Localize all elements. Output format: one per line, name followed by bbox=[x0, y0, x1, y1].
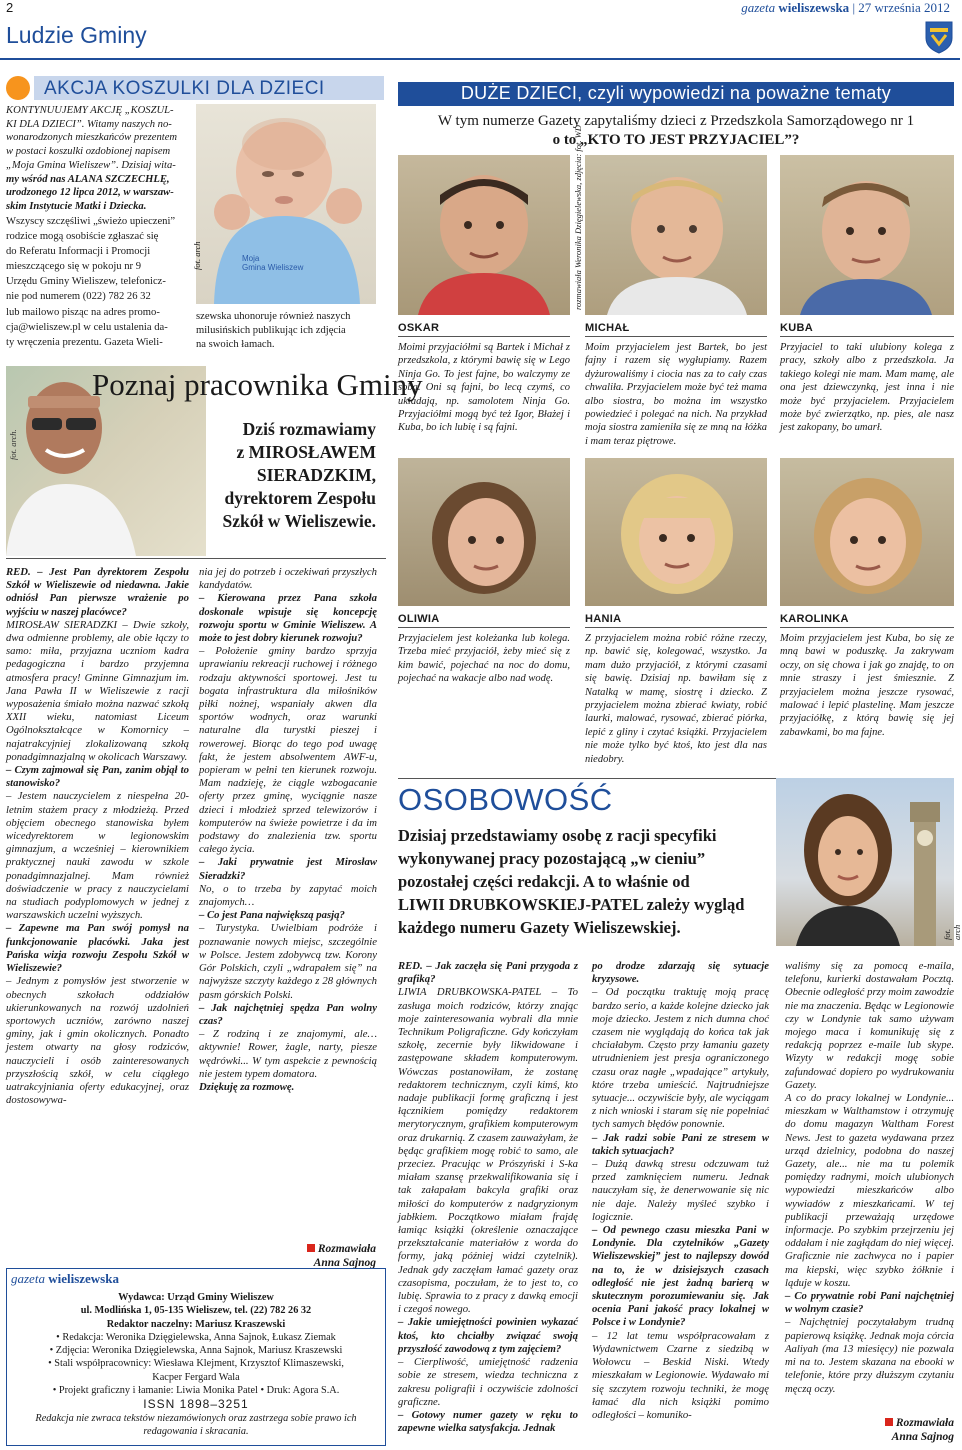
kid-photo-oliwia bbox=[398, 458, 570, 606]
red-square-icon bbox=[307, 1244, 315, 1252]
interview-signature: Rozmawiała Anna Sajnog bbox=[240, 1242, 376, 1270]
duze-dzieci-subtitle: W tym numerze Gazety zapytaliśmy dzieci z Przedszkola Samorządowego nr 1 o to „KTO TO JEST PRZYJACIEL”? bbox=[437, 113, 915, 148]
kid-name: MICHAŁ bbox=[585, 322, 767, 337]
osobowosc-p: – Jakie umiejętności powinien wykazać ktoś, kto chciałby związać swoją przyszłość zawodową z tym zajęciem? bbox=[398, 1316, 578, 1355]
osobowosc-p: – Najchętniej poczytałabym trudną papierową książkę. Jednak moja córcia Aaliyah (ma 13 miesięcy) nie pozwala mi na to. Jestem skazana na ebooki w telefonie, które przy dłuższym czytaniu męczą oczy. bbox=[785, 1316, 954, 1395]
akcja-title: AKCJA KOSZULKI DLA DZIECI bbox=[44, 78, 325, 99]
kid-name: OLIWIA bbox=[398, 613, 570, 628]
osobowosc-col-2 bbox=[592, 960, 769, 1446]
osobowosc-p: – Cierpliwość, umiejętność radzenia sobie ze stresem, wiedza techniczna z zakresu poligrafii i oczywiście zdolności graficzne. bbox=[398, 1356, 578, 1408]
interview-p: – Położenie gminy bardzo sprzyja uprawianiu rekreacji ruchowej i różnego rodzaju aktywności sportowej. Jest tu bogata infrastruktura dla miłośników piłki nożnej, wspaniały akwen dla sportów wodnych, oraz warunki naturalne dla turystki pieszej i rowerowej. Biorąc do tego pod uwagę fakt, że jestem absolwentem AWF-u, popieram w pełni ten kierunek rozwoju. Mam nadzieję, że ciągle wzbogacanie oferty przez gminę, wyciągnie nasze dzieci i młodzież sprzed telewizorów i komputerów na świeże powietrze i da im podstawy do znalezienia tzw. sportu całego życia. bbox=[199, 645, 377, 856]
interview-p: – Turystyka. Uwielbiam podróże i poznawanie nowych miejsc, szczególnie w Polsce. Jestem zdobywcą tzw. Korony Gór Polskich, czyli „wdrapałem się” na najwyższe szczyty każdego z 28 głównych pasm górskich Polski. bbox=[199, 922, 377, 1001]
interview-col-1 bbox=[6, 566, 189, 1264]
osobowosc-p: – Od pewnego czasu mieszka Pani w Londynie. Dla czytelników „Gazety Wieliszewskiej” jest to najlepszy dowód na to, że w dzisiejszych czasach odległość nie jest żadną barierą w skutecznym porozumiewaniu się. Jak ocenia Pani jakość pracy lokalnej w Polsce i w Londynie? bbox=[592, 1224, 769, 1329]
page-number: 2 bbox=[6, 0, 14, 15]
osobowosc-p: – Jak radzi sobie Pani ze stresem w takich sytuacjach? bbox=[592, 1131, 769, 1157]
kid-name: OSKAR bbox=[398, 322, 570, 337]
kid-answer: Przyjacielem jest koleżanka lub kolega. Trzeba mieć przyjaciół, żeby mieć się z kim bawić, pojechać na noc do domu, pojechać na wakacje albo nad wodę. bbox=[398, 633, 570, 685]
masthead-name: wieliszewska bbox=[778, 0, 850, 15]
poznaj-title: Poznaj pracownika Gminy bbox=[92, 367, 423, 402]
osobowosc-p: – 12 lat temu współpracowałam z Wydawnictwem Czarne z siedzibą w Wołowcu – Beskid Niski. Wtedy mieszkałam w Legionowie. Wydawało mi się szczytem rozwoju techniki, że mogę łamać dla nich książki pomimo odległości – komuniko- bbox=[592, 1329, 769, 1421]
impressum-box bbox=[6, 1268, 386, 1446]
interview-p: – Jaki prywatnie jest Mirosław Sieradzki? bbox=[199, 856, 377, 882]
interview-p: MIROSŁAW SIERADZKI – Dwie szkoły, dwa odmienne problemy, ale obie łączy to samo: miła, przyjazna uczniom kadra pedagogiczna i bardzo przyjemna atmosfera pracy! Gminne Gimnazjum im. Jana Pawła II w Wieliszewie z racji wyposażenia śmiało można nazwać szkołą XXII wieku, natomiast Liceum Ogólnokształcące w Komornicy – najatrakcyjniej zlokalizowaną szkołą ponadgimnazjalną w okolicach Warszawy. bbox=[6, 618, 189, 763]
section-title: Ludzie Gminy bbox=[6, 22, 147, 48]
kid-card-hania bbox=[585, 613, 767, 766]
osobowosc-p: – Gotowy numer gazety w ręku to zapewne wielka satysfakcja. Jednak bbox=[398, 1408, 578, 1435]
osobowosc-col-1 bbox=[398, 960, 578, 1446]
kid-answer: Moim przyjacielem jest Bartek, bo jest fajny i razem się wygłupiamy. Razem dyżurowaliśmy i ciocia nas za to cały czas chwaliła. Przyjacielem może być też mama albo siostra, bo można im wszystko powiedzieć i polegać na nich. Na przykład moja siostra zamieniła się ze mną na łóżka i mam teraz piętrowe. bbox=[585, 342, 767, 447]
osobowosc-lead: Dzisiaj przedstawiamy osobę z racji specyfiki wykonywanej pracy pozostającą „w cieniu” pozostałej części redakcji. A to właśnie od LIWII DRUBKOWSKIEJ-PATEL zależy wygląd każdego numeru Gazety Wieliszewskiej. bbox=[398, 826, 745, 937]
header-rule bbox=[0, 58, 960, 60]
interview-p: – Jednym z pomysłów jest stworzenie w obecnych szkołach oddziałów ukierunkowanych na rozwój uzdolnień sportowych uczniów, zarówno naszej gminy, jak i gmin okolicznych. Ponadto jestem otwarty na głosy rodziców, nauczycieli i osób zainteresowanych przyszłością szkół, w celu ciągłego uatrakcyjniania oferty edukacyjnej, oraz dostosowywa- bbox=[6, 975, 189, 1107]
interview-p: – Co jest Pana największą pasją? bbox=[199, 909, 345, 922]
osobowosc-p: LIWIA DRUBKOWSKA-PATEL – To zasługa moich rodziców, którzy znając moje zainteresowania wybrali dla mnie Technikum Poligraficzne. Gdy kończyłam szkołę, zecernie były likwidowane i zastępowane składem komputerowym. Wówczas postanowiłam, że zostanę redaktorem technicznym, czyli kimś, kto nadaje publikacji formę graficzną i jest łącznikiem pomiędzy redaktorem merytorycznym, grafikiem komputerowym oraz drukarnią. Z czasem zauważyłam, że będąc grafikiem mogę robić to samo, ale przeciez. Pracując w Prószyński i S-ka miałam szansę przekwalifikowania się i tak załapałam bakcyla grafiki oraz miłości do komputerów z nadgryzionym jabłkiem. Początkowo miałam frajdę łamiąc książki (określenie oznaczające przekształcanie materiałów z worda do formy, jaką później widzi czytelnik). Jednak gdy zaczęłam łamać gazety oraz czasopisma, poczułam, że to jest to, co lubię. Sprawia to z pracy z dawką emocji i czegoś nowego. bbox=[398, 986, 578, 1316]
kid-photo-kuba bbox=[780, 155, 954, 315]
interview-p: – Kierowana przez Pana szkoła doskonale wpisuje się koncepcję rozwoju sportu w Gminie Wieliszew. A może to jest dobry kierunek rozwoju? bbox=[199, 592, 377, 645]
akcja-continuation: szewska uhonoruje również naszych milusińskich publikując ich zdjęcia na swoich łamach. bbox=[196, 311, 351, 350]
interview-p: – Zapewne ma Pan swój pomysł na funkcjonowanie placówki. Jaka jest Pańska wizja rozwoju Zespołu Szkół w Wieliszewie? bbox=[6, 922, 189, 975]
kid-card-oskar bbox=[398, 322, 570, 435]
kid-photo-karolinka bbox=[780, 458, 954, 606]
osobowosc-p: – Od początku traktuję moją pracę bardzo serio, a każde kolejne dziecko jak moje dziecko. Jestem z nich dumna choć czasem nie wyglądają do końca tak jak chciałabym. Często przy łamaniu gazety utrudnieniem jest presja ograniczonego czasu oraz nagłe „wpadające” artykuły, które trzeba umieścić. Najtrudniejsze sytuacje... oczywiście były, ale wyciągam z nich wnioski i staram się nie popełniać tych samych błędów ponownie. bbox=[592, 986, 769, 1131]
interview-p: No, o to trzeba by zapytać moich znajomych… bbox=[199, 882, 377, 909]
interview-p: RED. – Jest Pan dyrektorem Zespołu Szkół w Wieliszewie od niedawna. Jakie odniósł Pan pierwsze wrażenie po wyjściu w naszej placówce? bbox=[6, 566, 189, 618]
kid-answer: Przyjaciel to taki ulubiony kolega z pracy, szkoły albo z przedszkola. Ja takiego kolegi nie mam. Mam mamę, ale ona jest dziewczynką, jest inna i nie może być przyjacielem. Przyjacielem może być zwierzątko, np. pies, ale nasz jest zakopany, bo umarł. bbox=[780, 342, 954, 434]
osobowosc-p: waliśmy się za pomocą e-maila, telefonu, kurierki dostawałam Pocztą. Obecnie odległość przy moim zawodzie nie ma znaczenia. Będąc w Legionowie czy w Londynie tak samo używam mojego maca i komunikuję się z redakcją poprzez e-maile lub skype. Wizyty w redakcji mogę sobie zafundować dopiero po wydrukowaniu Gazety. bbox=[785, 960, 954, 1091]
header-masthead bbox=[741, 0, 950, 16]
liwia-photo bbox=[776, 778, 954, 946]
kid-card-kuba bbox=[780, 322, 954, 435]
kids-photo-credit: rozmawiała Weronika Dzięgielewska, zdjęcia: fot. WD bbox=[573, 125, 583, 310]
kid-card-oliwia bbox=[398, 613, 570, 686]
kid-name: HANIA bbox=[585, 613, 767, 628]
osobowosc-title: OSOBOWOŚĆ bbox=[398, 782, 613, 817]
osobowosc-p: A co do pracy lokalnej w Londynie... mieszkam w Walthamstow i otrzymuję do domu magazyn Waltham Forest News. Jest to gazeta wydawana przez urząd dzielnicy, podobna do naszej Gazety, ale... nie ma tu polemik pomiędzy radnymi, moich ulubionych wypowiedzi mieszkańców albo wywiadów z mieszkańcami. W tej publikacji przeważają urzędowe informacje. Po szybkim przejrzeniu jej oddałam i nie zagłądam do niej więcej. Graficznie nie zachwyca no i papier ma kiepski, więc szybko żółknie i ląduje w koszu. bbox=[785, 1092, 954, 1289]
interview-rule bbox=[6, 558, 386, 559]
osobowosc-p: – Co prywatnie robi Pani najchętniej w wolnym czasie? bbox=[785, 1290, 954, 1316]
kid-answer: Moimi przyjaciółmi są Bartek i Michał z przedszkola, z którymi bawię się w Lego Ninja Go. To jest fajne, bo walczymy ze sobą. Oni są fajni, bo lecą czymś, co układają, np. samolotem Ninja Go. Przyjaciółmi mogą być też Igor, Błażej i Kuba, bo ich lubię i są fajni. bbox=[398, 342, 570, 434]
sieradzki-photo-credit: fot. arch. bbox=[8, 429, 18, 460]
kid-name: KUBA bbox=[780, 322, 954, 337]
coat-of-arms-icon bbox=[924, 20, 954, 54]
masthead-prefix: gazeta bbox=[741, 0, 776, 15]
issn: ISSN 1898–3251 bbox=[143, 1397, 249, 1412]
akcja-lead: KONTYNUUJEMY AKCJĘ „KOSZUL- KI DLA DZIECI”. Witamy naszych no- wonarodzonych mieszkańców prezentem w postaci koszulki ozdobionej napisem „Moja Gmina Wieliszew”. Dzisiaj wita- my wśród nas ALANA SZCZECHLĘ, urodzonego 12 lipca 2012, w warszaw- skim Instytucie Matki i Dziecka. bbox=[6, 105, 178, 212]
interview-p: nia jej do potrzeb i oczekiwań przyszłych kandydatów. bbox=[199, 566, 377, 592]
baby-photo-credit: fot. arch bbox=[192, 241, 202, 270]
red-square-icon bbox=[885, 1418, 893, 1426]
impressum-masthead: gazeta wieliszewska bbox=[11, 1271, 119, 1286]
page-header bbox=[0, 0, 960, 60]
kid-photo-oskar bbox=[398, 155, 570, 315]
kid-name: KAROLINKA bbox=[780, 613, 954, 628]
osobowosc-col-3 bbox=[785, 960, 954, 1412]
interview-p: – Czym zajmował się Pan, zanim objął to stanowisko? bbox=[6, 764, 189, 790]
osobowosc-p: – Dużą dawką stresu odczuwam tuż przed zamknięciem numeru. Jednak nauczyłam się, że denerwowanie się nic nie daje. Należy myśleć szybko i logicznie. bbox=[592, 1158, 769, 1223]
issue-date: | 27 września 2012 bbox=[852, 0, 950, 15]
kid-photo-hania bbox=[585, 458, 767, 606]
osobowosc-p: po drodze zdarzają się sytuacje kryzysowe. bbox=[592, 960, 769, 986]
interview-p: – Jestem nauczycielem z niespełna 20-letnim stażem pracy z młodzieżą. Przed objęciem obecnego stanowiska byłem wicedyrektorem w legionowskim gimnazjum, a wcześniej – kierownikiem praktycznej nauki zawodu w szkole ponadgimnazjalnej. Mam również doświadczenie w pracy z nauczycielami na studiach podyplomowych w jednej z warszawskich uczelni wyższych. bbox=[6, 790, 189, 922]
interview-p: – Jak najchętniej spędza Pan wolny czas? bbox=[199, 1001, 377, 1027]
kid-photo-michal bbox=[585, 155, 767, 315]
baby-shirt-text: Moja Gmina Wieliszew bbox=[242, 254, 304, 272]
kid-card-karolinka bbox=[780, 613, 954, 739]
interview-p: – Z rodziną i ze znajomymi, ale… aktywnie! Rower, żagle, narty, piesze wędrówki... W tym aspekcie z pewnością nie jestem typem domatora. bbox=[199, 1028, 377, 1080]
liwia-photo-credit: fot. arch bbox=[942, 924, 962, 940]
poznaj-subtitle: Dziś rozmawiamy z MIROSŁAWEM SIERADZKIM, dyrektorem Zespołu Szkół w Wieliszewie. bbox=[222, 419, 376, 531]
kid-answer: Z przyjacielem można robić różne rzeczy, np. bawić się, kolegować, wszystko. Ja mam dużo przyjaciół, z którymi czasami się bawię. Dzisiaj np. bawiłam się z Natalką w mamę, siostrę i dziecko. Z przyjacielem można zbierać kwiaty, robić laurki, malować, rysować, zbierać piórka, lepić z gliny i czytać książki. Przyjacielem nie może tylko być ktoś, kto jest dla nas niedobry. bbox=[585, 633, 767, 765]
interview-col-2 bbox=[199, 566, 377, 1240]
akcja-orange-circle bbox=[6, 76, 30, 100]
duze-dzieci-title: DUŻE DZIECI, czyli wypowiedzi na poważne tematy bbox=[460, 83, 892, 103]
akcja-body: Wszyscy szczęśliwi „świeżo upieczeni” rodzice mogą osobiście zgłaszać się do Referatu Informacji i Promocji mieszczącego się w pokoju nr 9 Urzędu Gminy Wieliszew, telefonicz- nie pod numerem (022) 782 26 32 lub mailowo pisząc na adres promo- cja@wieliszew.pl w celu ustalenia da- ty wręczenia prezentu. Gazeta Wieli- bbox=[6, 216, 176, 348]
kid-answer: Moim przyjacielem jest Kuba, bo się ze mną bawi w poduszkę. Ja zakrywam oczy, on się chowa i jak go znajdę, to on mnie straszy i jest śmiesznie. Z przyjacielem można jeszcze rysować, malować i lepić plastelinę. Mam jeszcze przyjaciółkę, z którą bawię się jej zabawkami, bo ma fajne. bbox=[780, 633, 954, 738]
kid-card-michal bbox=[585, 322, 767, 448]
osobowosc-p: RED. – Jak zaczęła się Pani przygoda z grafiką? bbox=[398, 960, 578, 986]
interview-p: Dziękuję za rozmowę. bbox=[199, 1080, 295, 1093]
baby-photo bbox=[196, 104, 376, 304]
osobowosc-signature: Rozmawiała Anna Sajnog bbox=[820, 1416, 954, 1444]
impressum-lines: Wydawca: Urząd Gminy Wieliszew ul. Modlińska 1, 05-135 Wieliszew, tel. (22) 782 26 32 Redaktor naczelny: Mariusz Kraszewski • Redakcja: Weronika Dzięgielewska, Anna Sajnok, Łukasz Ziemak • Zdjęcia: Weronika Dzięgielewska, Anna Sajnok, Mariusz Kraszewski • Stali współpracownicy: Wiesława Klejment, Krzysztof Klimaszewski, Kacper Fergard Wala • Projekt graficzny i łamanie: Liwia Monika Patel • Druk: Agora S.A. ISSN 1898–3251 Redakcja nie zwraca tekstów niezamówionych oraz zastrzega sobie prawo ich redagowania i skracania. bbox=[7, 1291, 385, 1438]
